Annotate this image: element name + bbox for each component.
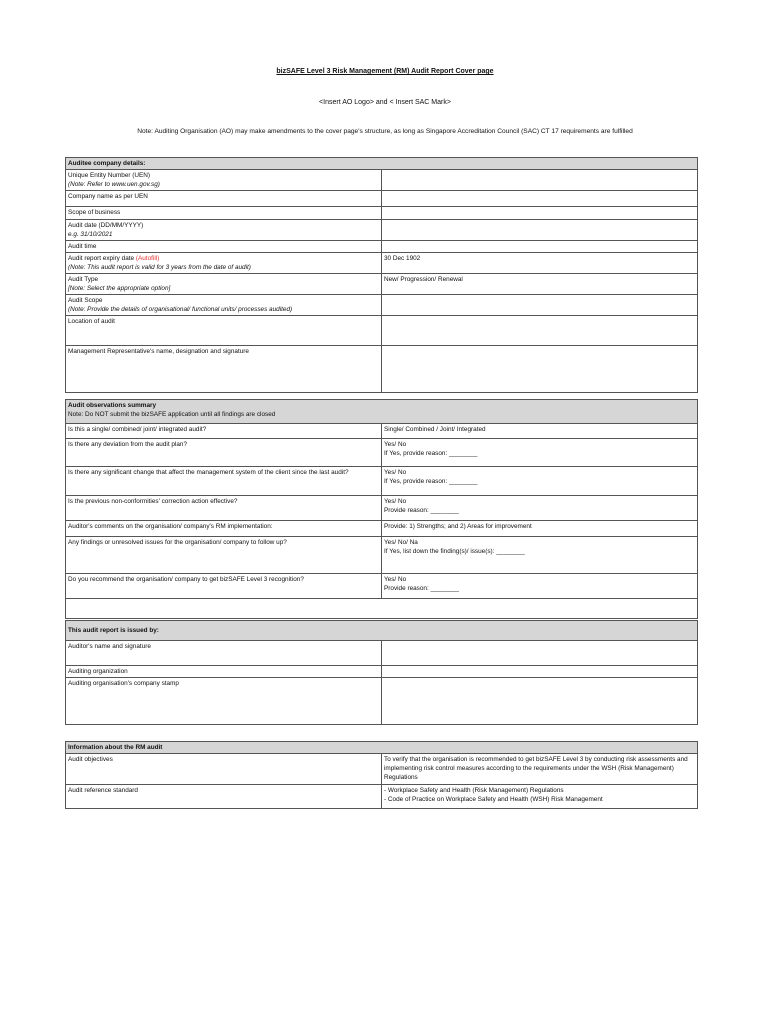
expiry-label: Audit report expiry date (68, 255, 135, 262)
company-stamp-label: Auditing organisation's company stamp (66, 678, 382, 725)
company-name-label: Company name as per UEN (66, 191, 382, 207)
audit-date-label: Audit date (DD/MM/YYYY) (68, 222, 144, 229)
obs-question-4: Is the previous non-conformities' correction action effective? (66, 496, 382, 521)
reference-standard-1: - Workplace Safety and Health (Risk Management) Regulations (384, 787, 564, 794)
obs-answer-7[interactable] (382, 574, 698, 599)
obs-answer-6-text: Yes/ No/ Na (384, 539, 418, 546)
cover-page-note: Note: Auditing Organisation (AO) may make amendments to the cover page's structure, as long as Singapore Accreditation Council (SAC) CT 17 requirements are fulfilled (137, 128, 633, 135)
logo-placeholder: <Insert AO Logo> and < Insert SAC Mark> (319, 99, 451, 106)
scope-label: Scope of business (66, 207, 382, 220)
obs-answer-1-text: Single/ Combined / Joint/ Integrated (384, 426, 486, 433)
company-name-value-cell[interactable] (382, 191, 698, 207)
location-label: Location of audit (66, 316, 382, 346)
obs-question-2: Is there any deviation from the audit plan? (66, 439, 382, 467)
expiry-note: (Note: This audit report is valid for 3 years from the date of audit) (68, 264, 251, 271)
objectives-label: Audit objectives (66, 754, 382, 785)
audit-scope-label-cell (66, 295, 382, 316)
reference-standard-label: Audit reference standard (66, 785, 382, 809)
rm-info-table (65, 741, 698, 809)
audit-time-value-cell[interactable] (382, 241, 698, 253)
obs-question-7: Do you recommend the organisation/ company to get bizSAFE Level 3 recognition? (66, 574, 382, 599)
uen-value-cell[interactable] (382, 170, 698, 191)
audit-type-note: [Note: Select the appropriate option] (68, 285, 171, 292)
obs-question-1: Is this a single/ combined/ joint/ integrated audit? (66, 424, 382, 439)
audit-date-value-cell[interactable] (382, 220, 698, 241)
uen-note: (Note: Refer to www.uen.gov.sg) (68, 181, 160, 188)
auditor-label: Auditor's name and signature (66, 641, 382, 666)
reference-standard-2: - Code of Practice on Workplace Safety and Health (WSH) Risk Management (384, 796, 603, 803)
obs-answer-6[interactable] (382, 537, 698, 574)
expiry-label-cell (66, 253, 382, 274)
obs-answer-3-text: Yes/ No (384, 469, 407, 476)
company-stamp-value-cell[interactable] (382, 678, 698, 725)
uen-label: Unique Entity Number (UEN) (68, 172, 151, 179)
observations-heading-note: Note: Do NOT submit the bizSAFE application until all findings are closed (68, 411, 276, 418)
auditing-org-label: Auditing organization (66, 666, 382, 678)
auditing-org-value-cell[interactable] (382, 666, 698, 678)
obs-answer-2-reason: If Yes, provide reason: ________ (384, 450, 478, 457)
audit-type-label-cell (66, 274, 382, 295)
objectives-value: To verify that the organisation is recommended to get bizSAFE Level 3 by conducting risk assessments and implementing risk control measures according to the requirements under the WSH (Risk Management) Regulations (382, 754, 698, 785)
auditor-value-cell[interactable] (382, 641, 698, 666)
issuance-table (65, 620, 698, 725)
audit-scope-value-cell[interactable] (382, 295, 698, 316)
reference-standard-value-cell (382, 785, 698, 809)
scope-value-cell[interactable] (382, 207, 698, 220)
auditee-heading: Auditee company details: (66, 158, 698, 170)
obs-question-6: Any findings or unresolved issues for the organisation/ company to follow up? (66, 537, 382, 574)
audit-date-example: e.g. 31/10/2021 (68, 231, 113, 238)
obs-answer-4-reason: Provide reason: ________ (384, 507, 459, 514)
mgmt-rep-value-cell[interactable] (382, 346, 698, 393)
audit-date-label-cell (66, 220, 382, 241)
obs-answer-7-reason: Provide reason: ________ (384, 585, 459, 592)
rm-info-heading: Information about the RM audit (66, 742, 698, 754)
obs-answer-2-text: Yes/ No (384, 441, 407, 448)
obs-blank-row (66, 599, 698, 619)
audit-scope-label: Audit Scope (68, 297, 103, 304)
issuance-heading: This audit report is issued by: (66, 621, 698, 641)
expiry-autofill: (Autofill) (135, 255, 160, 262)
obs-answer-5[interactable] (382, 521, 698, 537)
obs-answer-5-text: Provide: 1) Strengths; and 2) Areas for improvement (384, 523, 532, 530)
observations-table (65, 399, 698, 619)
page-title: bizSAFE Level 3 Risk Management (RM) Audit Report Cover page (276, 68, 494, 75)
obs-answer-3[interactable] (382, 467, 698, 496)
expiry-value: 30 Dec 1902 (382, 253, 698, 274)
obs-answer-4[interactable] (382, 496, 698, 521)
observations-heading-cell (66, 400, 698, 424)
uen-label-cell (66, 170, 382, 191)
obs-question-5: Auditor's comments on the organisation/ company's RM implementation: (66, 521, 382, 537)
audit-type-value[interactable]: New/ Progression/ Renewal (382, 274, 698, 295)
audit-type-label: Audit Type (68, 276, 99, 283)
obs-answer-2[interactable] (382, 439, 698, 467)
audit-time-label: Audit time (66, 241, 382, 253)
obs-answer-6-reason: If Yes, list down the finding(s)/ issue(s): ________ (384, 548, 525, 555)
location-value-cell[interactable] (382, 316, 698, 346)
obs-answer-3-reason: If Yes, provide reason: ________ (384, 478, 478, 485)
obs-answer-1[interactable] (382, 424, 698, 439)
audit-scope-note: (Note: Provide the details of organisational/ functional units/ processes audited) (68, 306, 293, 313)
observations-heading: Audit observations summary (68, 402, 157, 409)
auditee-details-table (65, 157, 698, 393)
obs-answer-7-text: Yes/ No (384, 576, 407, 583)
obs-answer-4-text: Yes/ No (384, 498, 407, 505)
obs-question-3: Is there any significant change that affect the management system of the client since the last audit? (66, 467, 382, 496)
mgmt-rep-label: Management Representative's name, designation and signature (66, 346, 382, 393)
